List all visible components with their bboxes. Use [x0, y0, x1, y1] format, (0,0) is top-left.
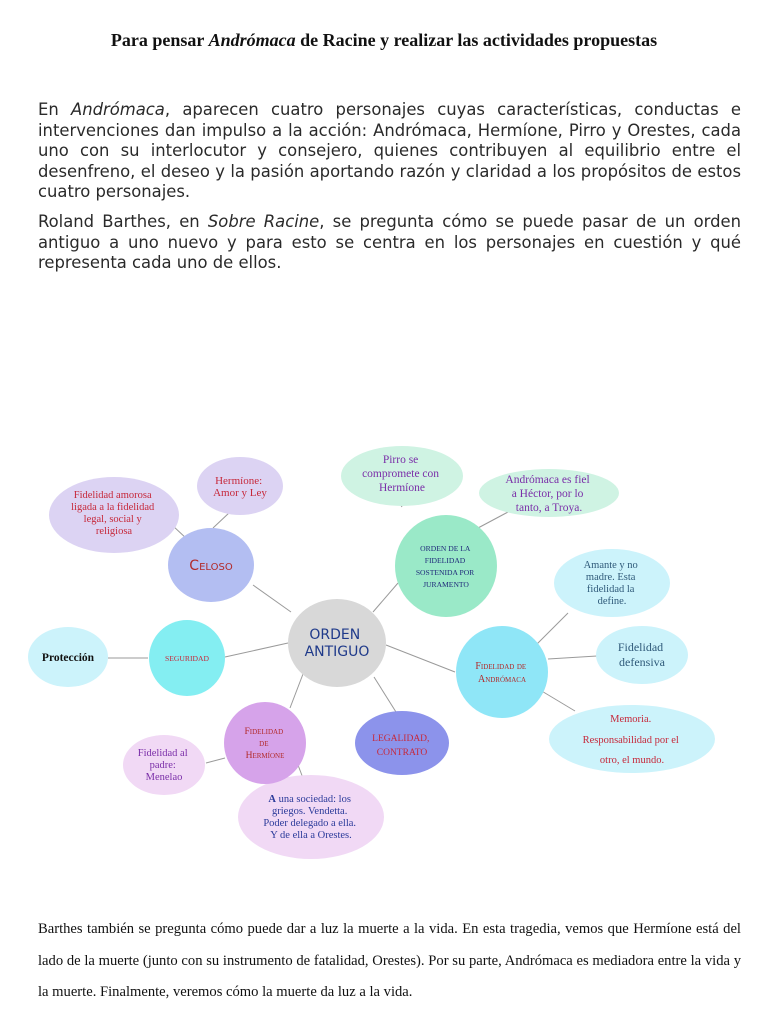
- seguridad-text: SEGURIDAD: [165, 654, 209, 663]
- celoso-text: Celoso: [189, 558, 233, 574]
- closing-paragraph: Barthes también se pregunta cómo puede dar a luz la muerte a la vida. En esta tragedia, vemos que Hermíone está del lado de la muerte (junto con su instrumento de fatalidad, Orestes). Por su parte, Andrómaca es mediadora entre la vida y la muerte. Finalmente, veremos cómo la muerte da luz a la vida.: [38, 921, 741, 1000]
- fidelidad-hermione-text: Fidelidad de Hermíone: [244, 727, 285, 761]
- legalidad-text: LEGALIDAD, CONTRATO: [372, 734, 430, 758]
- orden-antiguo-text: ORDEN ANTIGUO: [304, 627, 370, 660]
- proteccion-text: Protección: [41, 652, 95, 664]
- pirro-text: Pirro se compromete con Hermíone: [362, 454, 440, 494]
- intro-paragraph-2: Roland Barthes, en Sobre Racine, se pregunta cómo se puede pasar de un orden antiguo a uno nuevo y para esto se centra en los personajes en cuestión y qué representa cada uno de ellos.: [38, 212, 742, 273]
- fidelidad-padre-text: Fidelidad al padre: Menelao: [137, 748, 188, 783]
- fidelidad-amorosa-text: Fidelidad amorosa ligada a la fidelidad legal, social y religiosa: [71, 490, 155, 537]
- orden-fidelidad-text: ORDEN DE LA FIDELIDAD SOSTENIDA POR JURAMENTO: [415, 544, 475, 589]
- fidelidad-andromaca-bubble: [456, 626, 548, 718]
- orden-fidelidad-bubble: [395, 515, 497, 617]
- fidelidad-defensiva-text: Fidelidad defensiva: [617, 640, 665, 669]
- orden-antiguo-bubble: [288, 599, 386, 687]
- hermione-amor-text: Hermíone: Amor y Ley: [213, 475, 267, 499]
- sociedad-text: A una sociedad: los griegos. Vendetta. Poder delegado a ella. Y de ella a Orestes.: [263, 794, 357, 841]
- fidelidad-andromaca-text: Fidelidad de Andrómaca: [475, 661, 527, 685]
- amante-text: Amante y no madre. Esta fidelidad la define.: [583, 560, 638, 607]
- andromaca-fiel-text: Andrómaca es fiel a Héctor, por lo tanto, a Troya.: [505, 474, 590, 514]
- page-title: Para pensar Andrómaca de Racine y realizar las actividades propuestas: [110, 30, 658, 50]
- concept-map: [0, 430, 768, 900]
- intro-paragraph-1: En Andrómaca, aparecen cuatro personajes cuyas características, conductas e intervenciones dan impulso a la acción: Andrómaca, Hermíone, Pirro y Orestes, cada uno con su interlocutor y consejero, quienes contribuyen al equilibrio entre el desenfreno, el deseo y la pasión aportando razón y claridad a los propósitos de estos cuatro personajes.: [38, 100, 741, 202]
- memoria-text: Memoria. Responsabilidad por el otro, el mundo.: [582, 714, 679, 766]
- sociedad-bubble: [238, 775, 384, 859]
